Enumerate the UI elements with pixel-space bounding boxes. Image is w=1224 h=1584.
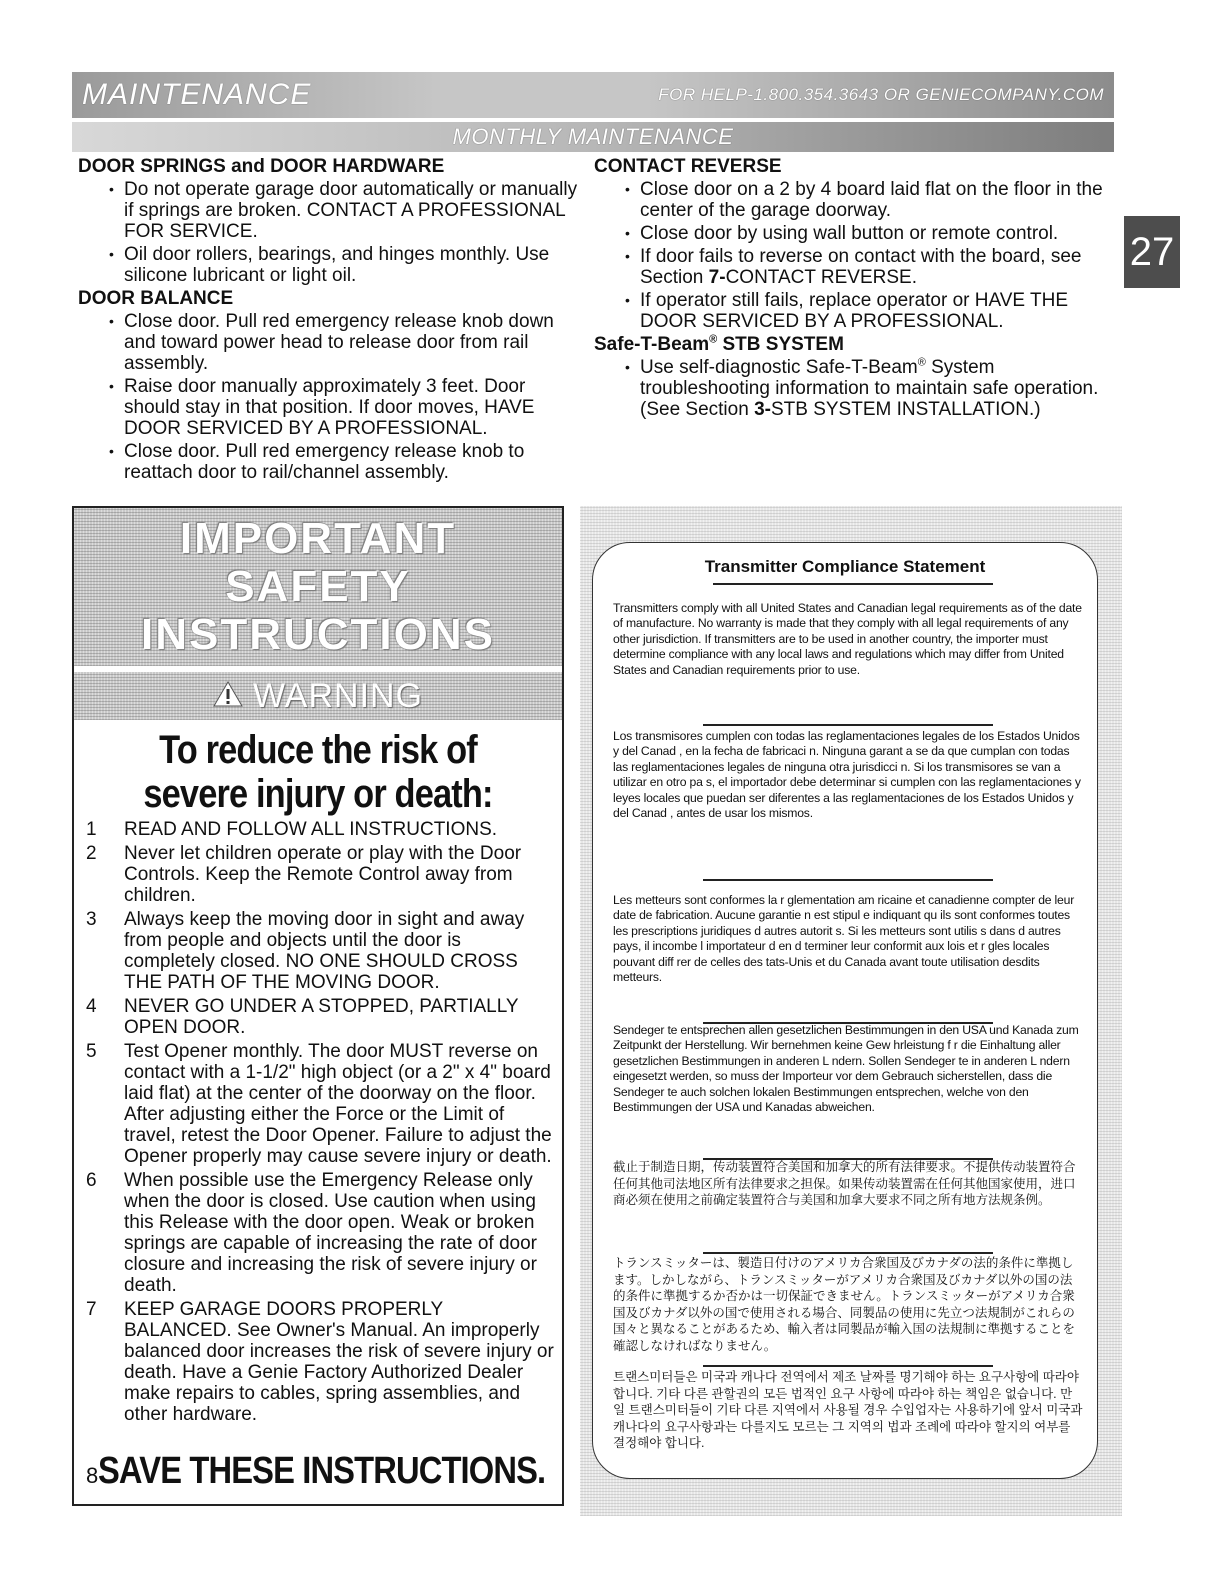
list-item xyxy=(594,246,1114,288)
list-item xyxy=(84,996,554,1038)
item-number: 7 xyxy=(86,1299,97,1320)
warning-triangle-icon xyxy=(213,681,243,712)
registered-mark: ® xyxy=(917,356,926,369)
item-text: System troubleshooting information to maintain safe operation. xyxy=(640,357,1099,399)
compliance-spanish: Los transmisores cumplen con todas las reglamentaciones legales de los Estados Unidos y del Canad , en la fecha de fabricaci n. Ninguna garant a se da que cumplan con todas las reglamentaciones legales de ninguna otra jurisdicci n. Si los transmisores se van a utilizar en otro pa s, el importador debe determinar si cumplen con las reglamentaciones y leyes locales que puedan ser diferentes a las reglamentaciones de los Estados Unidos y del Canad , antes de usar los mismos. xyxy=(613,729,1081,821)
list-item: • If operator still fails, replace operator or HAVE THE DOOR SERVICED BY A PROFESSIONAL. xyxy=(594,290,1114,332)
divider xyxy=(703,879,993,881)
item-text: NEVER GO UNDER A STOPPED, PARTIALLY OPEN DOOR. xyxy=(124,996,519,1038)
see-text: STB SYSTEM INSTALLATION.) xyxy=(770,399,1041,420)
item-text: When possible use the Emergency Release only when the door is closed. Use caution when using this Release with the door open. Weak or broken springs are capable of increasing the rate of door closure and increasing the risk of severe injury or death. xyxy=(124,1170,537,1296)
subheader-bar xyxy=(72,122,1114,152)
list-item xyxy=(84,819,554,840)
stb-list xyxy=(594,357,1114,420)
door-springs-list xyxy=(78,179,578,286)
item-text: Always keep the moving door in sight and away from people and objects until the door is completely closed. NO ONE SHOULD CROSS THE PATH OF THE MOVING DOOR. xyxy=(124,909,525,993)
compliance-german: Sendeger te entsprechen allen gesetzlichen Bestimmungen in den USA und Kanada zum Zeitpunkt der Herstellung. Wir bernehmen keine Gew hrleistung f r die Einhaltung aller gesetzlichen Bestimmungen in anderen L ndern. Sollen Sendeger te in anderen L ndern eingesetzt werden, so muss der Importeur vor dem Gebrauch sicherstellen, dass die Sendeger te auch solchen lokalen Bestimmungen entsprechen, welche von den Bestimmungen der USA und Kanadas abweichen. xyxy=(613,1023,1079,1115)
list-item: • Do not operate garage door automatically or manually if springs are broken. CONTACT A PROFESSIONAL FOR SERVICE. xyxy=(78,179,578,242)
safety-banner xyxy=(74,508,562,666)
save-instructions-line xyxy=(84,1450,560,1493)
stb-heading-main: Safe-T-Beam xyxy=(594,334,710,355)
compliance-card xyxy=(592,542,1098,1479)
list-item xyxy=(84,1041,554,1167)
item-text: If door fails to reverse on contact with the board, see Section xyxy=(640,246,1082,288)
header-bar xyxy=(72,72,1114,118)
page-title: MAINTENANCE xyxy=(82,78,312,111)
banner-line: INSTRUCTIONS xyxy=(141,610,495,659)
divider xyxy=(703,1252,993,1254)
compliance-french: Les metteurs sont conformes la r glementation am ricaine et canadienne compter de leur date de fabrication. Aucune garantie n est stipul e indiquant qu ils sont conformes toutes les prescriptions juridiques d autres autorit s. Si les metteurs sont utilis s dans d autres pays, il incombe l importateur d en d terminer leur conformit aux lois et r gles locales pouvant diff rer de celles des tats-Unis et du Canada avant toute utilisation desdits metteurs. xyxy=(613,893,1075,985)
item-text: Never let children operate or play with the Door Controls. Keep the Remote Control away from children. xyxy=(124,843,522,906)
item-text: KEEP GARAGE DOORS PROPERLY BALANCED. See Owner's Manual. An improperly balanced door increases the risk of severe injury or death. Have a Genie Factory Authorized Dealer make repairs to cables, spring assemblies, and other hardware. xyxy=(124,1299,554,1425)
list-item: • Close door. Pull red emergency release knob to reattach door to rail/channel assembly. xyxy=(78,441,578,483)
list-item xyxy=(594,357,1114,420)
see-text: (See Section xyxy=(640,399,755,420)
item-text: Use self-diagnostic Safe-T-Beam xyxy=(640,357,918,378)
compliance-korean: 트랜스미터들은 미국과 캐나다 전역에서 제조 날짜를 명기해야 하는 요구사항에 따라야 합니다. 기타 다른 관할권의 모든 법적인 요구 사항에 따라야 하는 책임은 없습니다. 만일 트랜스미터들이 기타 다른 지역에서 사용될 경우 수입업자는 사용하기에 앞서 미국과 캐나다의 요구사항과는 다를지도 모르는 그 지역의 법과 조례에 따라야 할지의 여부를 결정해야 합니다. xyxy=(613,1370,1083,1450)
item-number: 2 xyxy=(86,843,97,864)
instructions-list xyxy=(84,819,554,1428)
compliance-panel xyxy=(580,506,1122,1516)
item-number: 3 xyxy=(86,909,97,930)
item-text: Test Opener monthly. The door MUST reverse on contact with a 1-1/2" high object (or a 2" x 4" board laid flat) at the center of the doorway on the floor. After adjusting either the Force or the Limit of travel, retest the Door Opener. Failure to adjust the Opener properly may cause severe injury or death. xyxy=(124,1041,552,1167)
section-name: CONTACT REVERSE. xyxy=(725,267,918,288)
divider xyxy=(703,724,993,726)
compliance-english: Transmitters comply with all United States and Canadian legal requirements as of the date of manufacture. No warranty is made that they comply with all legal requirements of any other jurisdiction. If transmitters are to be used in another country, the importer must determine compliance with any local laws and regulations which may differ from United States and Canadian requirements prior to use. xyxy=(613,601,1082,677)
title-underline xyxy=(713,583,993,585)
banner-line: SAFETY xyxy=(225,562,411,611)
door-balance-list xyxy=(78,311,578,483)
list-item: • Close door on a 2 by 4 board laid flat on the floor in the center of the garage doorway. xyxy=(594,179,1114,221)
risk-line: To reduce the risk of xyxy=(159,728,477,772)
list-item: • Close door. Pull red emergency release knob down and toward power head to release door from rail assembly. xyxy=(78,311,578,374)
safety-instructions-box xyxy=(72,506,564,1506)
door-balance-heading: DOOR BALANCE xyxy=(78,288,234,309)
list-item xyxy=(84,1299,554,1425)
contact-reverse-heading: CONTACT REVERSE xyxy=(594,156,782,177)
warning-bar xyxy=(74,672,562,720)
banner-line: IMPORTANT xyxy=(179,514,457,563)
stb-heading-rest: STB SYSTEM xyxy=(717,334,844,355)
item-number: 5 xyxy=(86,1041,97,1062)
contact-reverse-list xyxy=(594,179,1114,332)
registered-mark: ® xyxy=(709,333,718,346)
door-springs-heading: DOOR SPRINGS and DOOR HARDWARE xyxy=(78,156,445,177)
stb-heading xyxy=(594,334,1114,355)
list-item: • Raise door manually approximately 3 feet. Door should stay in that position. If door moves, HAVE DOOR SERVICED BY A PROFESSIONAL. xyxy=(78,376,578,439)
list-item xyxy=(84,843,554,906)
divider xyxy=(703,1365,993,1367)
item-text: READ AND FOLLOW ALL INSTRUCTIONS. xyxy=(124,819,498,840)
compliance-japanese: トランスミッターは、製造日付けのアメリカ合衆国及びカナダの法的条件に準拠します。しかしながら、トランスミッターがアメリカ合衆国及びカナダ以外の国の法的条件に準拠するか否かは一切保証できません。トランスミッターがアメリカ合衆国及びカナダ以外の国で使用される場合、同製品の使用に先立つ法規制がこれらの国々と異なることがあるため、輸入者は同製品が輸入国の法規制に準拠することを確認しなければなりません。 xyxy=(613,1256,1076,1353)
item-number: 8 xyxy=(86,1463,99,1488)
risk-line: severe injury or death: xyxy=(143,772,493,816)
item-number: 6 xyxy=(86,1170,97,1191)
list-item: • Close door by using wall button or remote control. xyxy=(594,223,1114,244)
list-item xyxy=(84,909,554,993)
maintenance-right-column xyxy=(594,156,1114,422)
item-number: 4 xyxy=(86,996,97,1017)
section-ref: 7- xyxy=(708,267,726,288)
page-number-tab: 27 xyxy=(1124,216,1180,288)
warning-label: WARNING xyxy=(252,676,424,715)
item-number: 1 xyxy=(86,819,97,840)
list-item: • Oil door rollers, bearings, and hinges monthly. Use silicone lubricant or light oil. xyxy=(78,244,578,286)
save-instructions-text: SAVE THESE INSTRUCTIONS. xyxy=(98,1450,546,1492)
maintenance-left-column xyxy=(78,156,578,485)
compliance-chinese: 截止于制造日期，传动装置符合美国和加拿大的所有法律要求。不提供传动装置符合任何其他司法地区所有法律要求之担保。如果传动装置需在任何其他国家使用，进口商必须在使用之前确定装置符合与美国和加拿大要求不同之所有地方法规条例。 xyxy=(613,1160,1076,1207)
help-contact: FOR HELP-1.800.354.3643 OR GENIECOMPANY.COM xyxy=(658,85,1104,104)
section-title: MONTHLY MAINTENANCE xyxy=(452,124,734,149)
list-item xyxy=(84,1170,554,1296)
compliance-title: Transmitter Compliance Statement xyxy=(704,557,986,576)
risk-heading xyxy=(108,728,528,816)
section-ref: 3- xyxy=(754,399,771,420)
